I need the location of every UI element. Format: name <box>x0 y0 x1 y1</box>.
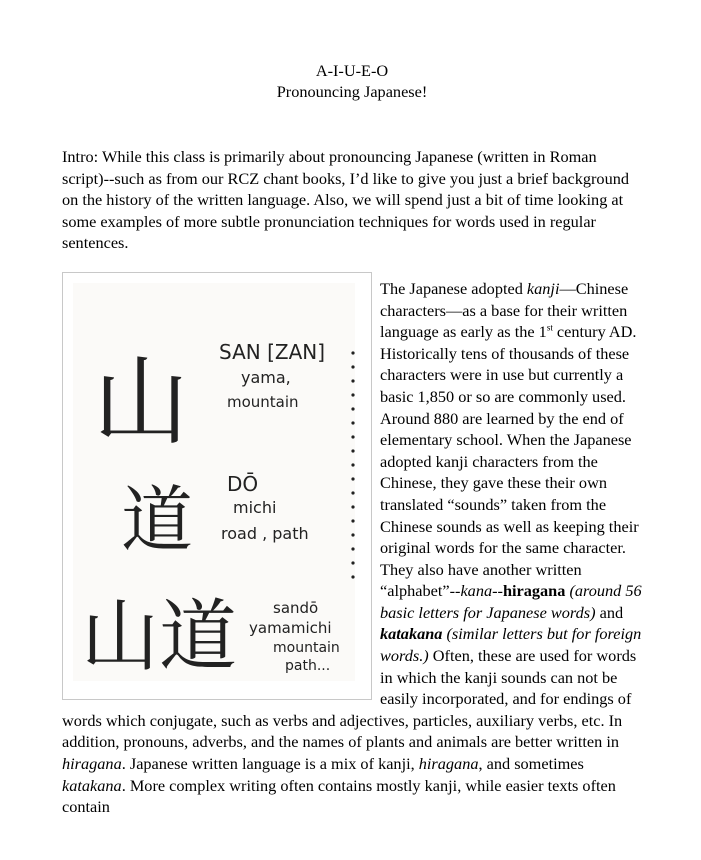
note2-line2: michi <box>233 497 277 517</box>
note3-line3: mountain <box>273 639 340 656</box>
term-hiragana-bold: hiragana <box>502 581 566 601</box>
body-text-7: , and sometimes <box>478 754 584 774</box>
note1-line3: mountain <box>227 392 299 411</box>
document-title <box>62 60 642 102</box>
handwritten-notes <box>219 340 340 674</box>
kanji-figure <box>62 272 372 700</box>
hiragana-description: (around 56 basic letters for Japanese words) <box>380 581 642 622</box>
ordinal-suffix: st <box>546 322 553 333</box>
body-text-1: The Japanese adopted <box>380 278 527 298</box>
note1-line1: SAN [ZAN] <box>219 339 326 364</box>
note3-line2: yamamichi <box>249 618 332 637</box>
note2-line1: DŌ <box>227 471 259 496</box>
body-text-6: . Japanese written language is a mix of kanji, <box>121 754 419 774</box>
intro-paragraph: Intro: While this class is primarily about pronouncing Japanese (written in Roman script)--such as from our RCZ chant books, I’d like to give you just a brief background on the history of the written language. Also, we will spend just a bit of time looking at some examples of more subtle pronunciation techniques for words used in regular sentences. <box>62 147 629 253</box>
term-katakana-bold: katakana <box>380 624 443 644</box>
document-page <box>62 60 642 818</box>
body-dash: -- <box>492 581 503 601</box>
term-hiragana-2: hiragana <box>418 754 479 774</box>
body-text-2: —Chinese characters—as a base for their written language as early as the 1 <box>380 278 629 342</box>
katakana-description: (similar letters but for foreign words.) <box>380 624 642 666</box>
kanji-michi: 道 <box>121 477 194 562</box>
term-kanji: kanji <box>526 278 560 298</box>
body-text-5: Often, these are used for words in which the kanji sounds can not be easily incorporated, and for endings of words which conjugate, such as verbs and adjectives, particles, auxiliary verbs, etc. In addition, pronouns, adverbs, and the names of plants and animals are better written in <box>62 646 637 752</box>
note1-line2: yama, <box>241 367 291 387</box>
note2-line3: road , path <box>221 523 309 543</box>
title-line-2: Pronouncing Japanese! <box>276 82 428 101</box>
title-line-1: A-I-U-E-O <box>315 61 389 80</box>
kanji-yamamichi: 山道 <box>81 591 238 681</box>
kanji-yama: 山 <box>93 345 189 458</box>
spiral-dots <box>351 351 354 578</box>
body-and: and <box>595 602 624 622</box>
body-text-3: century AD. Historically tens of thousands of these characters were in use but currently a basic 1,850 or so are commonly used. Around 880 are learned by the end of elementary school. When the Japanese adopted kanji characters from the Chinese, they gave these their own translated “sounds” taken from the Chinese sounds as well as keeping their original words for the same character. They also have another written “alphabet”-- <box>380 322 639 601</box>
handwritten-kanji-photo <box>73 283 355 681</box>
kanji-photo-drawing <box>73 283 355 681</box>
body-text-8: . More complex writing often contains mostly kanji, while easier texts often contain <box>62 775 616 817</box>
term-hiragana-1: hiragana <box>62 754 122 774</box>
note3-line4: path... <box>285 657 331 674</box>
note3-line1: sandō <box>273 598 319 617</box>
term-kana: kana <box>460 581 493 601</box>
term-katakana: katakana <box>62 775 122 795</box>
